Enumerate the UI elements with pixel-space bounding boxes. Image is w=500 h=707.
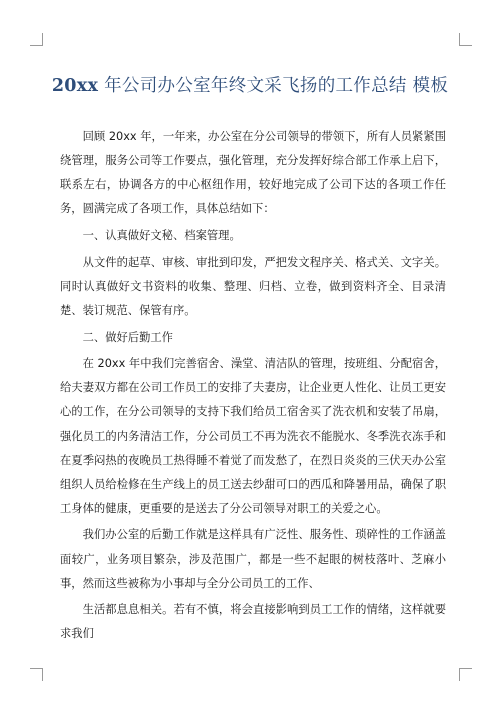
paragraph-logistics-continued: 生活都息息相关。若有不慎，将会直接影响到员工工作的情绪，这样就要求我们	[60, 603, 446, 641]
crop-mark-top-left	[30, 33, 43, 46]
section-heading-1: 一、认真做好文秘、档案管理。	[82, 228, 241, 242]
paragraph-documents: 从文件的起草、审核、审批到印发，严把发文程序关、格式关、文字关。同时认真做好文书资料的收集、整理、归档、立卷，做到资料齐全、目录清楚、装订规范、保管有序。	[60, 255, 446, 317]
paragraph-intro: 回顾 20xx 年，一年来，办公室在分公司领导的带领下，所有人员紧紧围绕管理，服务公司等工作要点，强化管理，充分发挥好综合部工作承上启下，联系左右，协调各方的中心枢纽作用，较好地完成了公司下达的各项工作任务，圆满完成了各项工作，具体总结如下：	[60, 130, 446, 216]
crop-mark-bottom-right	[459, 668, 472, 681]
title-year: 20xx	[51, 75, 99, 96]
crop-mark-bottom-left	[30, 668, 43, 681]
paragraph-logistics-nature: 我们办公室的后勤工作就是这样具有广泛性、服务性、琐碎性的工作涵盖面较广，业务项目繁杂，涉及范围广，都是一些不起眼的树枝落叶、芝麻小事，然而这些被称为小事却与全分公司员工的工作、	[60, 528, 446, 590]
document-title: 20xx 年公司办公室年终文采飞扬的工作总结 模板	[51, 75, 449, 96]
paragraph-logistics: 在 20xx 年中我们完善宿舍、澡堂、清洁队的管理，按班组、分配宿舍，给夫妻双方都在公司工作员工的安排了夫妻房，让企业更人性化、让员工更安心的工作，在分公司领导的支持下我们给员工宿舍买了洗衣机和安装了吊扇，强化员工的内务清洁工作，分公司员工不再为洗衣不能脱水、冬季洗衣冻手和在夏季闷热的夜晚员工热得睡不着觉了而发愁了，在烈日炎炎的三伏天办公室组织人员给检修在生产线上的员工送去纱甜可口的西瓜和降暑用品，确保了职工身体的健康，更重要的是送去了分公司领导对职工的关爱之心。	[60, 357, 446, 515]
document-body	[60, 125, 446, 649]
section-heading-2: 二、做好后勤工作	[82, 330, 173, 344]
crop-mark-top-right	[459, 33, 472, 46]
